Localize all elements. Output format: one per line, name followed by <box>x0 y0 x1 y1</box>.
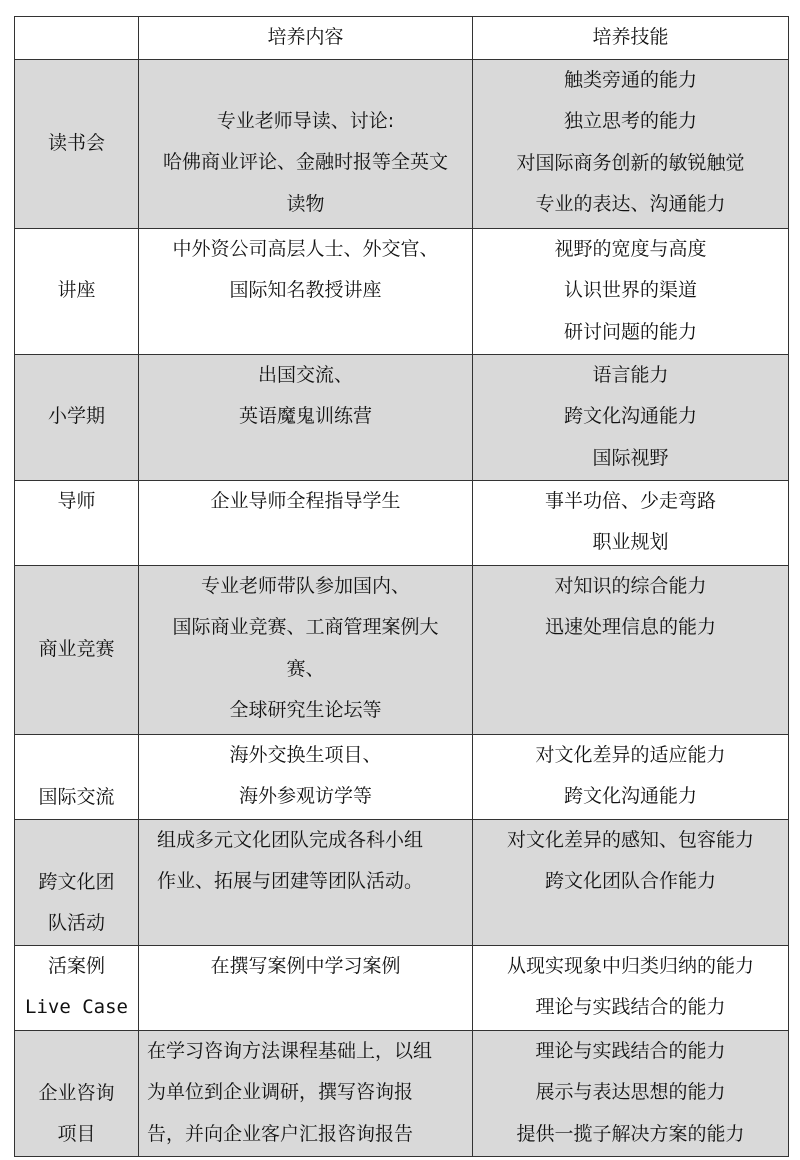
content-cell <box>139 1030 473 1156</box>
content-line: 专业老师导读、讨论: <box>216 109 395 132</box>
content-line: 海外参观访学等 <box>238 785 372 807</box>
activity-name-line: Live Case <box>25 996 128 1018</box>
skill-line: 事半功倍、少走弯路 <box>544 489 716 512</box>
table-row <box>15 480 789 565</box>
skill-line: 跨文化沟通能力 <box>563 405 697 427</box>
skill-line: 跨文化团队合作能力 <box>544 870 716 892</box>
skill-line: 语言能力 <box>592 363 669 386</box>
skill-line: 独立思考的能力 <box>563 110 697 132</box>
content-line: 英语魔鬼训练营 <box>238 405 372 427</box>
content-line: 中外资公司高层人士、外交官、 <box>172 237 439 260</box>
skill-line: 理论与实践结合的能力 <box>535 996 726 1018</box>
skill-line: 对知识的综合能力 <box>554 574 707 597</box>
header-skills: 培养技能 <box>473 17 789 60</box>
skill-line: 国际视野 <box>592 446 669 469</box>
table-row <box>15 228 789 354</box>
table-row <box>15 734 789 819</box>
content-cell <box>139 565 473 734</box>
activity-name-line: 项目 <box>57 1123 96 1145</box>
skill-line: 研讨问题的能力 <box>563 320 697 343</box>
table-row <box>15 945 789 1030</box>
skills-cell <box>473 734 789 819</box>
skill-line: 理论与实践结合的能力 <box>535 1039 726 1062</box>
activity-name: 导师 <box>15 480 139 565</box>
content-cell <box>139 480 473 565</box>
header-content: 培养内容 <box>139 17 473 60</box>
activity-name-line: 队活动 <box>47 912 105 934</box>
content-line: 在撰写案例中学习案例 <box>210 954 401 977</box>
skills-cell <box>473 59 789 228</box>
skills-cell <box>473 354 789 480</box>
content-line: 哈佛商业评论、金融时报等全英文 <box>162 151 448 173</box>
skill-line: 专业的表达、沟通能力 <box>535 193 726 215</box>
header-empty-cell <box>15 17 139 60</box>
activity-name: 小学期 <box>15 354 139 480</box>
skills-cell <box>473 819 789 945</box>
skills-cell <box>473 945 789 1030</box>
skill-line: 职业规划 <box>592 531 669 553</box>
content-cell <box>139 59 473 228</box>
content-line: 国际商业竞赛、工商管理案例大 <box>172 616 439 638</box>
content-line: 作业、拓展与团建等团队活动。 <box>157 870 424 892</box>
content-line: 出国交流、 <box>257 363 353 386</box>
activity-name: 讲座 <box>15 228 139 354</box>
content-cell <box>139 734 473 819</box>
skill-line: 提供一揽子解决方案的能力 <box>516 1122 745 1145</box>
skill-line: 对文化差异的适应能力 <box>535 743 726 766</box>
activity-name-line: 企业咨询 <box>38 1081 115 1104</box>
content-line: 为单位到企业调研，撰写咨询报 <box>147 1081 414 1103</box>
skill-line: 迅速处理信息的能力 <box>544 616 716 638</box>
table-row <box>15 1030 789 1156</box>
activity-name: 读书会 <box>15 59 139 228</box>
skill-line: 跨文化沟通能力 <box>563 785 697 807</box>
content-cell <box>139 354 473 480</box>
skill-line: 从现实现象中归类归纳的能力 <box>506 954 754 977</box>
activity-name <box>15 819 139 945</box>
skill-line: 触类旁通的能力 <box>563 68 697 91</box>
activity-name <box>15 1030 139 1156</box>
activity-name: 商业竞赛 <box>15 565 139 734</box>
content-line: 专业老师带队参加国内、 <box>200 574 410 597</box>
skill-line: 对文化差异的感知、包容能力 <box>506 828 754 851</box>
skills-cell <box>473 1030 789 1156</box>
header-row <box>15 17 789 60</box>
skills-cell <box>473 228 789 354</box>
table-row <box>15 819 789 945</box>
content-line: 赛、 <box>286 657 325 680</box>
table-row <box>15 354 789 480</box>
skill-line: 视野的宽度与高度 <box>554 237 707 260</box>
content-cell <box>139 945 473 1030</box>
content-line: 国际知名教授讲座 <box>229 279 382 301</box>
skill-line: 对国际商务创新的敏锐触觉 <box>516 151 745 174</box>
activity-name-line: 跨文化团 <box>38 870 115 893</box>
content-cell <box>139 228 473 354</box>
skill-line: 认识世界的渠道 <box>563 279 697 301</box>
content-cell <box>139 819 473 945</box>
content-line: 海外交换生项目、 <box>229 743 382 766</box>
content-line: 告，并向企业客户汇报咨询报告 <box>147 1122 414 1145</box>
content-line: 读物 <box>286 192 325 215</box>
activity-name: 国际交流 <box>15 734 139 819</box>
table-row <box>15 59 789 228</box>
content-line: 企业导师全程指导学生 <box>210 489 401 512</box>
table-row <box>15 565 789 734</box>
training-table <box>14 16 789 1157</box>
skills-cell <box>473 565 789 734</box>
skills-cell <box>473 480 789 565</box>
skill-line: 展示与表达思想的能力 <box>535 1081 726 1103</box>
activity-name-line: 活案例 <box>47 954 105 977</box>
content-line: 在学习咨询方法课程基础上，以组 <box>147 1039 433 1062</box>
activity-name <box>15 945 139 1030</box>
content-line: 全球研究生论坛等 <box>229 699 382 721</box>
content-line: 组成多元文化团队完成各科小组 <box>157 828 424 851</box>
